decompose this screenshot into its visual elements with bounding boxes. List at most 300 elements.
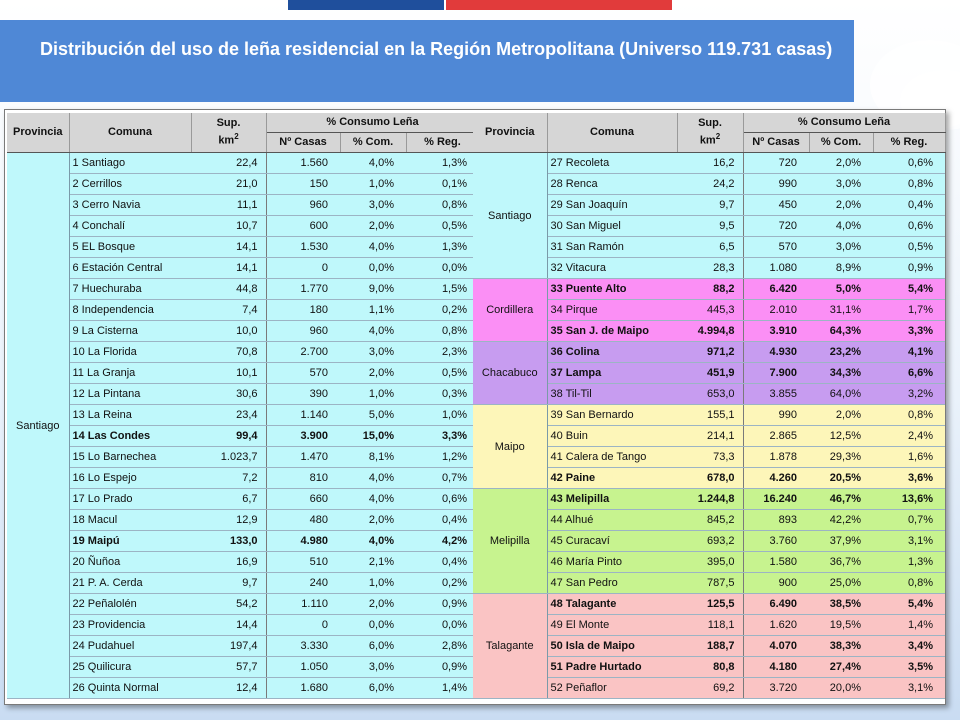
pct-com-cell: 2,0% <box>340 510 406 531</box>
provincia-cell: Santiago <box>473 153 547 279</box>
table-row <box>473 405 945 426</box>
pct-reg-cell: 3,5% <box>873 657 945 678</box>
header-sup-label: Sup. <box>698 117 722 130</box>
pct-com-cell: 12,5% <box>809 426 873 447</box>
n-casas-cell: 0 <box>266 615 340 636</box>
provincia-cell: Chacabuco <box>473 342 547 405</box>
n-casas-cell: 570 <box>743 237 809 258</box>
n-casas-cell: 893 <box>743 510 809 531</box>
sup-cell: 197,4 <box>191 636 266 657</box>
header-n-casas: Nº Casas <box>743 133 809 153</box>
comuna-cell: 1 Santiago <box>69 153 191 174</box>
n-casas-cell: 1.050 <box>266 657 340 678</box>
pct-com-cell: 25,0% <box>809 573 873 594</box>
table-row <box>7 510 479 531</box>
n-casas-cell: 1.140 <box>266 405 340 426</box>
comuna-cell: 23 Providencia <box>69 615 191 636</box>
comuna-cell: 39 San Bernardo <box>547 405 677 426</box>
n-casas-cell: 150 <box>266 174 340 195</box>
n-casas-cell: 1.560 <box>266 153 340 174</box>
header-sup-unit: km <box>218 134 235 147</box>
comuna-cell: 40 Buin <box>547 426 677 447</box>
sup-cell: 678,0 <box>677 468 743 489</box>
pct-reg-cell: 5,4% <box>873 279 945 300</box>
n-casas-cell: 3.760 <box>743 531 809 552</box>
pct-reg-cell: 5,4% <box>873 594 945 615</box>
header-n-casas: Nº Casas <box>266 133 340 153</box>
sup-cell: 445,3 <box>677 300 743 321</box>
n-casas-cell: 4.260 <box>743 468 809 489</box>
pct-com-cell: 3,0% <box>809 237 873 258</box>
header-consumo: % Consumo Leña <box>266 113 479 133</box>
pct-com-cell: 15,0% <box>340 426 406 447</box>
pct-reg-cell: 0,4% <box>406 552 479 573</box>
table-row <box>7 531 479 552</box>
n-casas-cell: 510 <box>266 552 340 573</box>
pct-reg-cell: 0,7% <box>406 468 479 489</box>
comuna-cell: 15 Lo Barnechea <box>69 447 191 468</box>
table-row <box>7 489 479 510</box>
pct-com-cell: 4,0% <box>340 237 406 258</box>
table-row <box>7 153 479 174</box>
pct-reg-cell: 1,3% <box>406 237 479 258</box>
pct-reg-cell: 6,6% <box>873 363 945 384</box>
pct-com-cell: 34,3% <box>809 363 873 384</box>
pct-reg-cell: 4,2% <box>406 531 479 552</box>
comuna-cell: 33 Puente Alto <box>547 279 677 300</box>
sup-cell: 9,7 <box>191 573 266 594</box>
flag-stripe-blue <box>288 0 444 10</box>
comuna-cell: 17 Lo Prado <box>69 489 191 510</box>
comuna-cell: 19 Maipú <box>69 531 191 552</box>
pct-reg-cell: 0,5% <box>406 216 479 237</box>
n-casas-cell: 6.490 <box>743 594 809 615</box>
n-casas-cell: 960 <box>266 195 340 216</box>
pct-com-cell: 4,0% <box>340 321 406 342</box>
table-row <box>7 573 479 594</box>
table-row <box>7 279 479 300</box>
sup-cell: 9,5 <box>677 216 743 237</box>
sup-cell: 23,4 <box>191 405 266 426</box>
comuna-cell: 11 La Granja <box>69 363 191 384</box>
sup-cell: 11,1 <box>191 195 266 216</box>
comuna-cell: 48 Talagante <box>547 594 677 615</box>
pct-com-cell: 8,1% <box>340 447 406 468</box>
pct-reg-cell: 4,1% <box>873 342 945 363</box>
n-casas-cell: 1.620 <box>743 615 809 636</box>
pct-com-cell: 0,0% <box>340 258 406 279</box>
n-casas-cell: 4.070 <box>743 636 809 657</box>
comuna-cell: 25 Quilicura <box>69 657 191 678</box>
comuna-cell: 44 Alhué <box>547 510 677 531</box>
sup-cell: 70,8 <box>191 342 266 363</box>
table-row <box>473 489 945 510</box>
comuna-cell: 32 Vitacura <box>547 258 677 279</box>
comuna-cell: 30 San Miguel <box>547 216 677 237</box>
n-casas-cell: 3.855 <box>743 384 809 405</box>
pct-reg-cell: 3,4% <box>873 636 945 657</box>
table-row <box>473 153 945 174</box>
comuna-cell: 7 Huechuraba <box>69 279 191 300</box>
pct-com-cell: 1,0% <box>340 174 406 195</box>
comuna-cell: 12 La Pintana <box>69 384 191 405</box>
pct-reg-cell: 1,3% <box>406 153 479 174</box>
n-casas-cell: 240 <box>266 573 340 594</box>
comuna-cell: 13 La Reina <box>69 405 191 426</box>
sup-cell: 14,1 <box>191 258 266 279</box>
table-row <box>7 174 479 195</box>
pct-com-cell: 64,0% <box>809 384 873 405</box>
pct-com-cell: 2,1% <box>340 552 406 573</box>
pct-com-cell: 3,0% <box>809 174 873 195</box>
sup-cell: 7,2 <box>191 468 266 489</box>
n-casas-cell: 2.010 <box>743 300 809 321</box>
pct-reg-cell: 13,6% <box>873 489 945 510</box>
header-pct-reg: % Reg. <box>406 133 479 153</box>
pct-reg-cell: 2,3% <box>406 342 479 363</box>
sup-cell: 30,6 <box>191 384 266 405</box>
table-row <box>7 384 479 405</box>
pct-com-cell: 2,0% <box>340 594 406 615</box>
sup-cell: 118,1 <box>677 615 743 636</box>
table-row <box>7 447 479 468</box>
pct-com-cell: 64,3% <box>809 321 873 342</box>
pct-reg-cell: 1,5% <box>406 279 479 300</box>
provincia-cell: Maipo <box>473 405 547 489</box>
sup-cell: 44,8 <box>191 279 266 300</box>
comuna-cell: 42 Paine <box>547 468 677 489</box>
pct-com-cell: 1,0% <box>340 384 406 405</box>
table-row <box>7 678 479 699</box>
pct-com-cell: 9,0% <box>340 279 406 300</box>
pct-reg-cell: 0,2% <box>406 573 479 594</box>
n-casas-cell: 390 <box>266 384 340 405</box>
n-casas-cell: 1.770 <box>266 279 340 300</box>
n-casas-cell: 6.420 <box>743 279 809 300</box>
comuna-cell: 10 La Florida <box>69 342 191 363</box>
n-casas-cell: 480 <box>266 510 340 531</box>
header-sup-unit: km <box>699 134 716 147</box>
provincia-cell: Cordillera <box>473 279 547 342</box>
table-row <box>7 237 479 258</box>
pct-com-cell: 3,0% <box>340 195 406 216</box>
pct-reg-cell: 2,4% <box>873 426 945 447</box>
pct-reg-cell: 0,4% <box>406 510 479 531</box>
pct-reg-cell: 1,0% <box>406 405 479 426</box>
pct-reg-cell: 0,6% <box>873 216 945 237</box>
n-casas-cell: 16.240 <box>743 489 809 510</box>
flag-stripe-red <box>446 0 672 10</box>
n-casas-cell: 960 <box>266 321 340 342</box>
slide-title: Distribución del uso de leña residencial en la Región Metropolitana (Universo 119.731 casas) <box>40 39 833 59</box>
n-casas-cell: 1.878 <box>743 447 809 468</box>
pct-reg-cell: 0,9% <box>406 594 479 615</box>
n-casas-cell: 1.680 <box>266 678 340 699</box>
pct-reg-cell: 0,5% <box>406 363 479 384</box>
pct-com-cell: 2,0% <box>809 153 873 174</box>
n-casas-cell: 180 <box>266 300 340 321</box>
table-row <box>7 258 479 279</box>
comuna-cell: 36 Colina <box>547 342 677 363</box>
sup-cell: 1.023,7 <box>191 447 266 468</box>
pct-com-cell: 20,5% <box>809 468 873 489</box>
table-right <box>473 113 946 699</box>
comuna-cell: 52 Peñaflor <box>547 678 677 699</box>
pct-com-cell: 6,0% <box>340 636 406 657</box>
pct-reg-cell: 0,5% <box>873 237 945 258</box>
n-casas-cell: 720 <box>743 153 809 174</box>
table-row <box>7 405 479 426</box>
pct-com-cell: 1,1% <box>340 300 406 321</box>
table-row <box>7 300 479 321</box>
comuna-cell: 29 San Joaquín <box>547 195 677 216</box>
sup-cell: 16,9 <box>191 552 266 573</box>
sup-cell: 125,5 <box>677 594 743 615</box>
sup-cell: 7,4 <box>191 300 266 321</box>
pct-reg-cell: 0,9% <box>873 258 945 279</box>
table-row <box>473 342 945 363</box>
pct-reg-cell: 1,4% <box>406 678 479 699</box>
comuna-cell: 50 Isla de Maipo <box>547 636 677 657</box>
pct-com-cell: 1,0% <box>340 573 406 594</box>
comuna-cell: 27 Recoleta <box>547 153 677 174</box>
pct-reg-cell: 0,1% <box>406 174 479 195</box>
sup-cell: 971,2 <box>677 342 743 363</box>
pct-com-cell: 8,9% <box>809 258 873 279</box>
header-pct-com: % Com. <box>340 133 406 153</box>
pct-com-cell: 31,1% <box>809 300 873 321</box>
sup-cell: 21,0 <box>191 174 266 195</box>
provincia-cell: Santiago <box>7 153 69 699</box>
pct-com-cell: 23,2% <box>809 342 873 363</box>
sup-cell: 6,7 <box>191 489 266 510</box>
pct-reg-cell: 3,6% <box>873 468 945 489</box>
pct-reg-cell: 0,4% <box>873 195 945 216</box>
provincia-cell: Talagante <box>473 594 547 699</box>
table-row <box>7 552 479 573</box>
pct-com-cell: 20,0% <box>809 678 873 699</box>
sup-cell: 16,2 <box>677 153 743 174</box>
comuna-cell: 38 Til-Til <box>547 384 677 405</box>
table-row <box>7 426 479 447</box>
pct-reg-cell: 2,8% <box>406 636 479 657</box>
table-row <box>7 468 479 489</box>
n-casas-cell: 900 <box>743 573 809 594</box>
pct-com-cell: 4,0% <box>340 489 406 510</box>
comuna-cell: 22 Peñalolén <box>69 594 191 615</box>
sup-cell: 9,7 <box>677 195 743 216</box>
sup-cell: 14,1 <box>191 237 266 258</box>
table-row <box>7 636 479 657</box>
n-casas-cell: 2.865 <box>743 426 809 447</box>
pct-reg-cell: 1,3% <box>873 552 945 573</box>
sup-cell: 155,1 <box>677 405 743 426</box>
sup-cell: 12,4 <box>191 678 266 699</box>
pct-com-cell: 2,0% <box>340 216 406 237</box>
comuna-cell: 5 EL Bosque <box>69 237 191 258</box>
n-casas-cell: 3.910 <box>743 321 809 342</box>
pct-com-cell: 19,5% <box>809 615 873 636</box>
header-sup <box>191 113 266 153</box>
header-consumo: % Consumo Leña <box>743 113 945 133</box>
sup-cell: 54,2 <box>191 594 266 615</box>
header-pct-com: % Com. <box>809 133 873 153</box>
pct-com-cell: 2,0% <box>809 405 873 426</box>
sup-cell: 451,9 <box>677 363 743 384</box>
pct-com-cell: 38,5% <box>809 594 873 615</box>
pct-reg-cell: 0,3% <box>406 384 479 405</box>
provincia-cell: Melipilla <box>473 489 547 594</box>
pct-reg-cell: 0,8% <box>406 195 479 216</box>
pct-com-cell: 42,2% <box>809 510 873 531</box>
table-left <box>7 113 480 699</box>
pct-com-cell: 27,4% <box>809 657 873 678</box>
pct-reg-cell: 3,1% <box>873 531 945 552</box>
data-table-frame <box>4 109 946 705</box>
sup-cell: 88,2 <box>677 279 743 300</box>
sup-cell: 395,0 <box>677 552 743 573</box>
comuna-cell: 43 Melipilla <box>547 489 677 510</box>
pct-reg-cell: 3,3% <box>406 426 479 447</box>
pct-reg-cell: 3,1% <box>873 678 945 699</box>
comuna-cell: 37 Lampa <box>547 363 677 384</box>
n-casas-cell: 4.180 <box>743 657 809 678</box>
header-sup <box>677 113 743 153</box>
table-row <box>7 594 479 615</box>
header-provincia: Provincia <box>473 113 547 153</box>
pct-reg-cell: 0,0% <box>406 615 479 636</box>
pct-com-cell: 6,0% <box>340 678 406 699</box>
sup-cell: 845,2 <box>677 510 743 531</box>
comuna-cell: 51 Padre Hurtado <box>547 657 677 678</box>
pct-com-cell: 2,0% <box>340 363 406 384</box>
header-comuna: Comuna <box>547 113 677 153</box>
sup-cell: 57,7 <box>191 657 266 678</box>
header-sup-label: Sup. <box>216 117 241 130</box>
sup-cell: 22,4 <box>191 153 266 174</box>
pct-com-cell: 29,3% <box>809 447 873 468</box>
pct-reg-cell: 0,6% <box>873 153 945 174</box>
n-casas-cell: 600 <box>266 216 340 237</box>
n-casas-cell: 570 <box>266 363 340 384</box>
n-casas-cell: 3.330 <box>266 636 340 657</box>
comuna-cell: 34 Pirque <box>547 300 677 321</box>
pct-reg-cell: 1,7% <box>873 300 945 321</box>
comuna-cell: 20 Ñuñoa <box>69 552 191 573</box>
n-casas-cell: 990 <box>743 174 809 195</box>
pct-reg-cell: 0,0% <box>406 258 479 279</box>
table-row <box>7 216 479 237</box>
n-casas-cell: 720 <box>743 216 809 237</box>
comuna-cell: 41 Calera de Tango <box>547 447 677 468</box>
comuna-cell: 21 P. A. Cerda <box>69 573 191 594</box>
pct-com-cell: 3,0% <box>340 342 406 363</box>
pct-reg-cell: 0,7% <box>873 510 945 531</box>
title-bar <box>0 20 854 102</box>
sup-cell: 12,9 <box>191 510 266 531</box>
n-casas-cell: 450 <box>743 195 809 216</box>
header-comuna: Comuna <box>69 113 191 153</box>
sup-cell: 653,0 <box>677 384 743 405</box>
n-casas-cell: 1.110 <box>266 594 340 615</box>
pct-reg-cell: 0,9% <box>406 657 479 678</box>
sup-cell: 80,8 <box>677 657 743 678</box>
comuna-cell: 24 Pudahuel <box>69 636 191 657</box>
pct-com-cell: 2,0% <box>809 195 873 216</box>
header-pct-reg: % Reg. <box>873 133 945 153</box>
pct-com-cell: 4,0% <box>809 216 873 237</box>
n-casas-cell: 0 <box>266 258 340 279</box>
comuna-cell: 2 Cerrillos <box>69 174 191 195</box>
pct-com-cell: 36,7% <box>809 552 873 573</box>
pct-com-cell: 37,9% <box>809 531 873 552</box>
table-row <box>473 279 945 300</box>
table-row <box>7 615 479 636</box>
sup-cell: 10,0 <box>191 321 266 342</box>
sup-cell: 10,1 <box>191 363 266 384</box>
sup-cell: 188,7 <box>677 636 743 657</box>
sup-cell: 73,3 <box>677 447 743 468</box>
header-provincia: Provincia <box>7 113 69 153</box>
comuna-cell: 46 María Pinto <box>547 552 677 573</box>
pct-reg-cell: 0,6% <box>406 489 479 510</box>
comuna-cell: 3 Cerro Navia <box>69 195 191 216</box>
pct-com-cell: 0,0% <box>340 615 406 636</box>
comuna-cell: 8 Independencia <box>69 300 191 321</box>
sup-cell: 14,4 <box>191 615 266 636</box>
pct-com-cell: 38,3% <box>809 636 873 657</box>
n-casas-cell: 3.720 <box>743 678 809 699</box>
comuna-cell: 28 Renca <box>547 174 677 195</box>
table-row <box>7 321 479 342</box>
pct-com-cell: 4,0% <box>340 531 406 552</box>
pct-reg-cell: 0,8% <box>873 573 945 594</box>
pct-reg-cell: 1,6% <box>873 447 945 468</box>
n-casas-cell: 1.470 <box>266 447 340 468</box>
table-row <box>7 657 479 678</box>
comuna-cell: 49 El Monte <box>547 615 677 636</box>
n-casas-cell: 7.900 <box>743 363 809 384</box>
comuna-cell: 4 Conchalí <box>69 216 191 237</box>
pct-reg-cell: 1,2% <box>406 447 479 468</box>
table-row <box>7 363 479 384</box>
pct-reg-cell: 3,2% <box>873 384 945 405</box>
comuna-cell: 9 La Cisterna <box>69 321 191 342</box>
n-casas-cell: 1.580 <box>743 552 809 573</box>
sup-cell: 1.244,8 <box>677 489 743 510</box>
n-casas-cell: 2.700 <box>266 342 340 363</box>
sup-cell: 6,5 <box>677 237 743 258</box>
comuna-cell: 47 San Pedro <box>547 573 677 594</box>
sup-cell: 28,3 <box>677 258 743 279</box>
n-casas-cell: 810 <box>266 468 340 489</box>
pct-reg-cell: 0,2% <box>406 300 479 321</box>
header-sup-exp: 2 <box>715 132 721 142</box>
n-casas-cell: 660 <box>266 489 340 510</box>
pct-reg-cell: 0,8% <box>873 405 945 426</box>
pct-com-cell: 5,0% <box>809 279 873 300</box>
pct-reg-cell: 3,3% <box>873 321 945 342</box>
pct-reg-cell: 1,4% <box>873 615 945 636</box>
n-casas-cell: 3.900 <box>266 426 340 447</box>
sup-cell: 133,0 <box>191 531 266 552</box>
pct-com-cell: 4,0% <box>340 468 406 489</box>
table-row <box>7 195 479 216</box>
pct-com-cell: 5,0% <box>340 405 406 426</box>
sup-cell: 99,4 <box>191 426 266 447</box>
pct-reg-cell: 0,8% <box>873 174 945 195</box>
sup-cell: 214,1 <box>677 426 743 447</box>
